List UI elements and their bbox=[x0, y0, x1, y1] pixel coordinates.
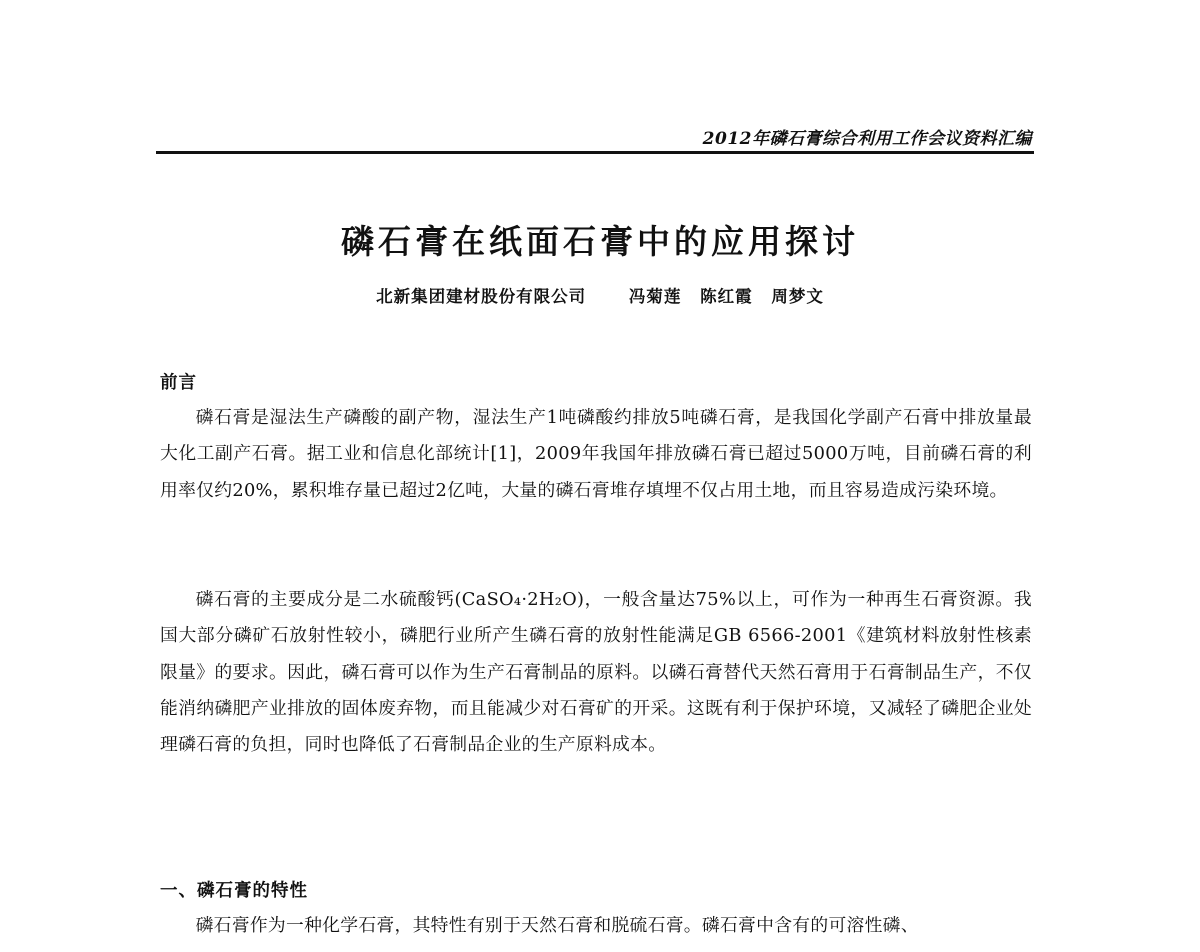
author-name: 冯菊莲 bbox=[628, 287, 682, 306]
section-1-heading: 一、磷石膏的特性 bbox=[160, 881, 308, 901]
preface-paragraph-1: 磷石膏是湿法生产磷酸的副产物，湿法生产1吨磷酸约排放5吨磷石膏，是我国化学副产石膏中排放量最大化工副产石膏。据工业和信息化部统计[1]，2009年我国年排放磷石膏已超过5000万吨，目前磷石膏的利用率仅约20%，累积堆存量已超过2亿吨，大量的磷石膏堆存填埋不仅占用土地，而且容易造成污染环境。 bbox=[160, 407, 1032, 501]
running-header: 2012年磷石膏综合利用工作会议资料汇编 bbox=[702, 129, 1032, 149]
author-line bbox=[0, 283, 1200, 307]
header-rule bbox=[156, 151, 1034, 154]
preface-heading: 前言 bbox=[160, 373, 197, 393]
author-name: 周梦文 bbox=[771, 287, 824, 306]
author-name: 陈红霞 bbox=[700, 287, 753, 306]
page-title: 磷石膏在纸面石膏中的应用探讨 bbox=[341, 222, 859, 261]
author-organization: 北新集团建材股份有限公司 bbox=[376, 287, 587, 306]
preface-paragraph-2: 磷石膏的主要成分是二水硫酸钙(CaSO₄·2H₂O)，一般含量达75%以上，可作为一种再生石膏资源。我国大部分磷矿石放射性较小，磷肥行业所产生磷石膏的放射性能满足GB 6566-2001《建筑材料放射性核素限量》的要求。因此，磷石膏可以作为生产石膏制品的原料。以磷石膏替代天然石膏用于石膏制品生产，不仅能消纳磷肥产业排放的固体废弃物，而且能减少对石膏矿的开采。这既有利于保护环境，又减轻了磷肥企业处理磷石膏的负担，同时也降低了石膏制品企业的生产原料成本。 bbox=[160, 589, 1032, 756]
section-1-paragraph-1: 磷石膏作为一种化学石膏，其特性有别于天然石膏和脱硫石膏。磷石膏中含有的可溶性磷、 bbox=[195, 915, 919, 936]
